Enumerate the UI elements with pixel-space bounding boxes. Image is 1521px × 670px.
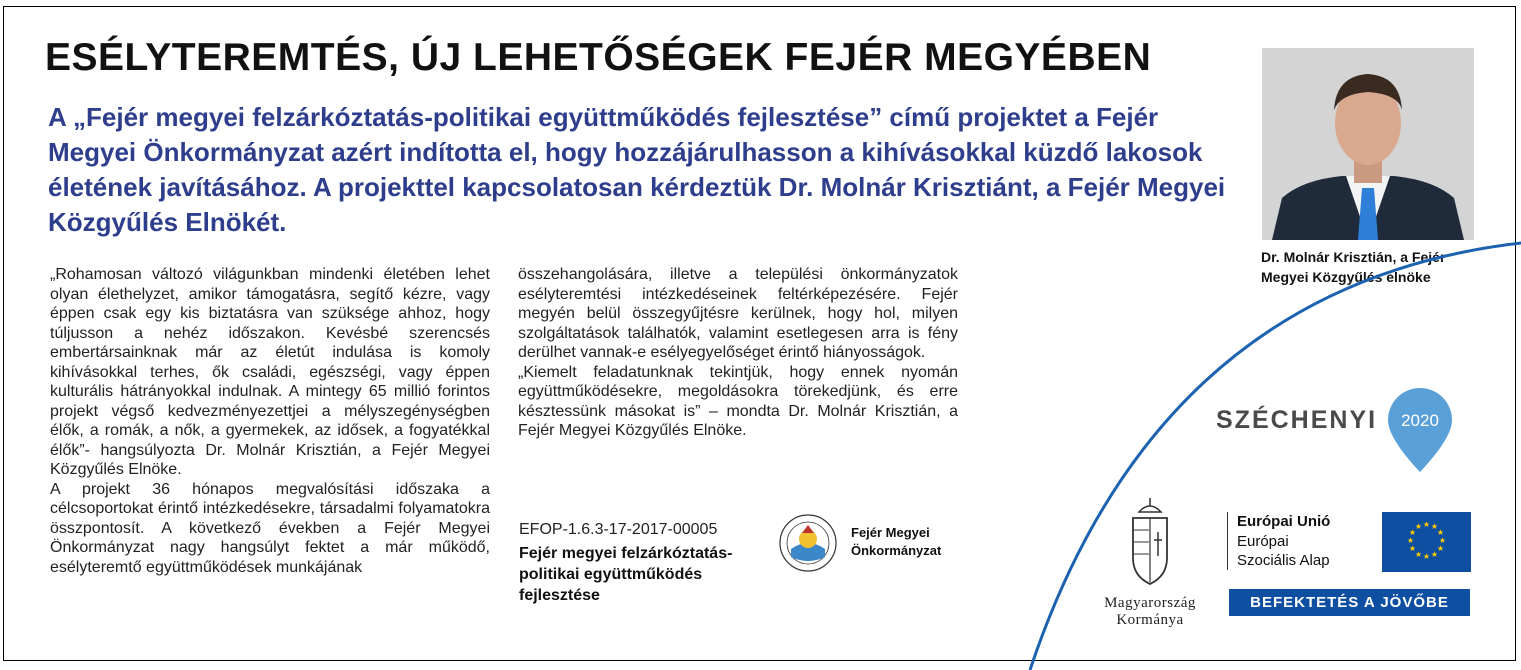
- svg-text:★: ★: [1408, 544, 1417, 553]
- svg-text:★: ★: [1430, 550, 1439, 559]
- article-paragraph: A projekt 36 hónapos megvalósítási időszaka a célcsoportokat érintő intézkedésekre, társadalmi folyamatokra összpontosít. A következő években a Fejér Megyei Önkormányzat nagy hangsúlyt fektet a már működő, esélyteremtő együttműködések munkájának: [50, 480, 490, 576]
- article-paragraph: „Rohamosan változó világunkban mindenki életében lehet olyan élethelyzet, amikor támogatásra, segítő kézre, vagy éppen csak egy kis biztatásra van szüksége ahhoz, hogy túljusson a nehéz időszakon. Kevésbé szerencsés embertársainknak már az életút indulása is komoly kihívásokkal terhes, ők családi, egészségi, vagy éppen kulturális hátrányokkal indulnak. A mintegy 65 millió forintos projekt végső kedvezményezettjei a mélyszegénységben élők, a romák, a nők, a gyermekek, az idősek, a fogyatékkal élők”- hangsúlyozta Dr. Molnár Krisztián, a Fejér Megyei Közgyűlés Elnöke.: [50, 266, 490, 478]
- page-title: ESÉLYTEREMTÉS, ÚJ LEHETŐSÉGEK FEJÉR MEGYÉBEN: [45, 36, 1152, 79]
- szechenyi-word: SZÉCHENYI: [1216, 406, 1378, 434]
- project-name: Fejér megyei felzárkóztatás-politikai együttműködés fejlesztése: [519, 545, 733, 604]
- eu-title: Európai Unió: [1237, 513, 1331, 530]
- szechenyi-pin-icon: [1384, 386, 1456, 474]
- government-line-1: Magyarország: [1104, 595, 1196, 611]
- article-paragraph: „Kiemelt feladatunknak tekintjük, hogy ennek nyomán együttműködésekre, megoldásokra törekedjünk, és erre késztessünk másokat is” – mondta Dr. Molnár Krisztián, a Fejér Megyei Közgyűlés Elnöke.: [518, 363, 958, 439]
- lead-paragraph: A „Fejér megyei felzárkóztatás-politikai együttműködés fejlesztése” című projektet a Fejér Megyei Önkormányzat azért indította el, hogy hozzájárulhasson a kihívásokkal küzdő lakosok életének javításához. A projekttel kapcsolatosan kérdeztük Dr. Molnár Krisztiánt, a Fejér Megyei Közgyűlés Elnökét.: [48, 102, 1226, 237]
- svg-text:★: ★: [1408, 528, 1417, 537]
- svg-text:★: ★: [1438, 536, 1447, 545]
- svg-text:★: ★: [1436, 528, 1445, 537]
- svg-text:★: ★: [1406, 536, 1415, 545]
- project-code: EFOP-1.6.3-17-2017-00005: [519, 521, 718, 538]
- szechenyi-year: 2020: [1401, 411, 1439, 430]
- government-line-2: Kormánya: [1116, 612, 1184, 628]
- eu-slogan-banner: BEFEKTETÉS A JÖVŐBE: [1229, 589, 1470, 616]
- svg-text:★: ★: [1422, 520, 1431, 529]
- government-logo: [1083, 498, 1217, 629]
- svg-text:★: ★: [1422, 552, 1431, 561]
- article-column-1: [50, 265, 490, 577]
- county-seal-icon: [778, 513, 838, 573]
- eu-flag-icon: [1382, 512, 1471, 572]
- county-label: Fejér Megyei Önkormányzat: [851, 525, 942, 558]
- eu-text-block: [1227, 512, 1347, 570]
- article-column-2: [518, 265, 958, 441]
- portrait-photo: [1262, 48, 1474, 240]
- photo-caption: Dr. Molnár Krisztián, a Fejér Megyei Közgyűlés elnöke: [1261, 249, 1446, 285]
- hungarian-coat-of-arms-icon: [1125, 498, 1175, 590]
- svg-text:★: ★: [1430, 522, 1439, 531]
- svg-text:★: ★: [1414, 522, 1423, 531]
- svg-text:★: ★: [1414, 550, 1423, 559]
- svg-text:★: ★: [1436, 544, 1445, 553]
- article-paragraph: összehangolására, illetve a települési önkormányzatok esélyteremtési intézkedéseinek feltérképezésére. Fejér megyén belül összegyűjtésre kerülnek, hogy hol, milyen szolgáltatások találhatók, valamint esetlegesen arra is fény derülhet vannak-e esélyegyelőséget érintő hiányosságok.: [518, 266, 958, 361]
- eu-subtitle: Európai Szociális Alap: [1237, 533, 1330, 569]
